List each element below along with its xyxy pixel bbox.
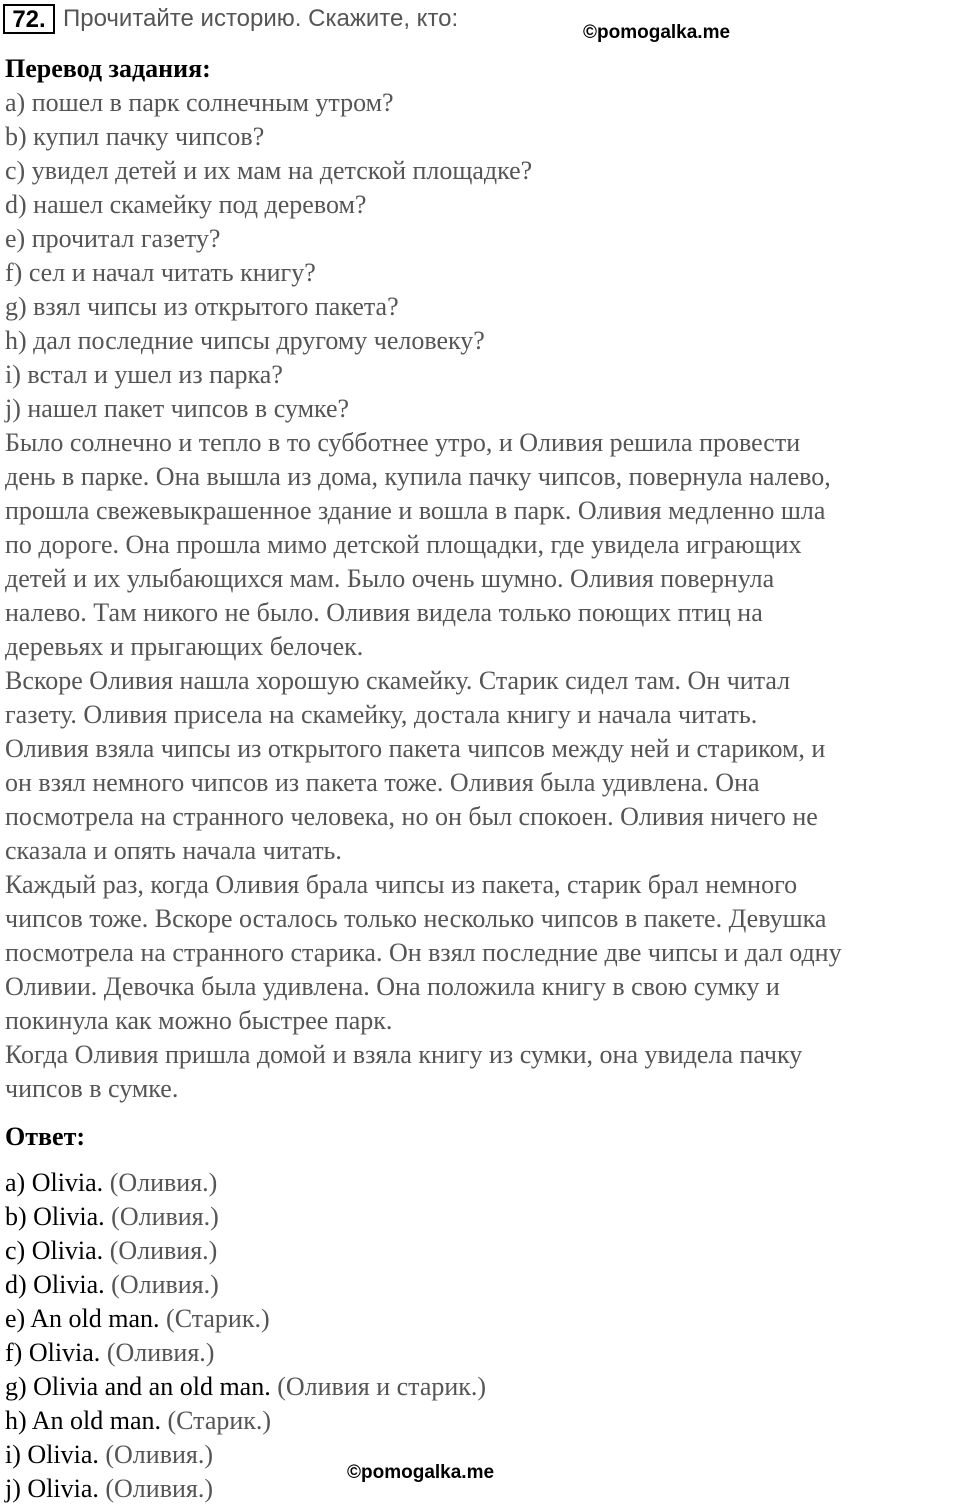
story-line: Когда Оливия пришла домой и взяла книгу из сумки, она увидела пачку — [5, 1040, 803, 1069]
question-line: d) нашел скамейку под деревом? — [5, 190, 367, 219]
story-line: Оливии. Девочка была удивлена. Она положила книгу в свою сумку и — [5, 972, 780, 1001]
task-number-badge: 72. — [3, 4, 55, 34]
answer-en: e) An old man. — [5, 1304, 160, 1333]
question-line: c) увидел детей и их мам на детской площадке? — [5, 156, 533, 185]
answer-en: c) Olivia. — [5, 1236, 104, 1265]
story-line: сказала и опять начала читать. — [5, 836, 342, 865]
answer-item — [5, 1370, 486, 1404]
answer-en: h) An old man. — [5, 1406, 161, 1435]
translation-heading: Перевод задания: — [5, 54, 211, 83]
answer-item — [5, 1336, 214, 1370]
story-line: посмотрела на странного человека, но он был спокоен. Оливия ничего не — [5, 802, 818, 831]
question-line: j) нашел пакет чипсов в сумке? — [5, 394, 350, 423]
question-line: f) сел и начал читать книгу? — [5, 258, 316, 287]
question-line: b) купил пачку чипсов? — [5, 122, 265, 151]
question-line: g) взял чипсы из открытого пакета? — [5, 292, 399, 321]
answer-ru: (Оливия.) — [106, 1338, 215, 1367]
answer-item — [5, 1200, 219, 1234]
answer-item — [5, 1302, 270, 1336]
watermark-bottom: ©pomogalka.me — [347, 1462, 495, 1483]
story-line: Оливия взяла чипсы из открытого пакета чипсов между ней и стариком, и — [5, 734, 826, 763]
answer-item — [5, 1268, 219, 1302]
answer-ru: (Старик.) — [167, 1406, 272, 1435]
story-line: по дороге. Она прошла мимо детской площадки, где увидела играющих — [5, 530, 802, 559]
answer-ru: (Оливия.) — [111, 1270, 219, 1299]
answer-ru: (Оливия и старик.) — [277, 1372, 487, 1401]
story-line: детей и их улыбающихся мам. Было очень шумно. Оливия повернула — [5, 564, 775, 593]
question-line: h) дал последние чипсы другому человеку? — [5, 326, 485, 355]
story-line: покинула как можно быстрее парк. — [5, 1006, 393, 1035]
answer-item — [5, 1472, 213, 1506]
question-line: i) встал и ушел из парка? — [5, 360, 283, 389]
story-line: Было солнечно и тепло в то субботнее утро, и Оливия решила провести — [5, 428, 801, 457]
story-line: деревьях и прыгающих белочек. — [5, 632, 364, 661]
story-line: посмотрела на странного старика. Он взял последние две чипсы и дал одну — [5, 938, 842, 967]
answer-ru: (Оливия.) — [111, 1202, 219, 1231]
story-line: Каждый раз, когда Оливия брала чипсы из пакета, старик брал немного — [5, 870, 798, 899]
answer-item — [5, 1404, 271, 1438]
answer-en: i) Olivia. — [5, 1440, 99, 1469]
watermark-top: ©pomogalka.me — [583, 22, 731, 43]
story-line: он взял немного чипсов из пакета тоже. Оливия была удивлена. Она — [5, 768, 760, 797]
answer-ru: (Оливия.) — [109, 1236, 218, 1265]
answer-en: j) Olivia. — [5, 1474, 99, 1503]
answer-item — [5, 1234, 217, 1268]
task-instruction: Прочитайте историю. Скажите, кто: — [63, 5, 459, 32]
answer-item — [5, 1166, 217, 1200]
answer-ru: (Старик.) — [166, 1304, 270, 1333]
answer-ru: (Оливия.) — [105, 1474, 214, 1503]
story-line: Вскоре Оливия нашла хорошую скамейку. Старик сидел там. Он читал — [5, 666, 791, 695]
answer-en: d) Olivia. — [5, 1270, 105, 1299]
story-line: чипсов тоже. Вскоре осталось только несколько чипсов в пакете. Девушка — [5, 904, 827, 933]
answer-en: f) Olivia. — [5, 1338, 101, 1367]
answer-heading: Ответ: — [5, 1122, 86, 1151]
story-line: чипсов в сумке. — [5, 1074, 179, 1103]
answer-item — [5, 1438, 213, 1472]
question-line: a) пошел в парк солнечным утром? — [5, 88, 394, 117]
answer-en: b) Olivia. — [5, 1202, 105, 1231]
answer-en: g) Olivia and an old man. — [5, 1372, 271, 1401]
question-line: e) прочитал газету? — [5, 224, 221, 253]
answer-ru: (Оливия.) — [105, 1440, 214, 1469]
story-line: день в парке. Она вышла из дома, купила пачку чипсов, повернула налево, — [5, 462, 831, 491]
story-line: газету. Оливия присела на скамейку, достала книгу и начала читать. — [5, 700, 758, 729]
story-line: налево. Там никого не было. Оливия видела только поющих птиц на — [5, 598, 763, 627]
story-line: прошла свежевыкрашенное здание и вошла в парк. Оливия медленно шла — [5, 496, 826, 525]
answer-en: a) Olivia. — [5, 1168, 104, 1197]
answer-ru: (Оливия.) — [109, 1168, 218, 1197]
